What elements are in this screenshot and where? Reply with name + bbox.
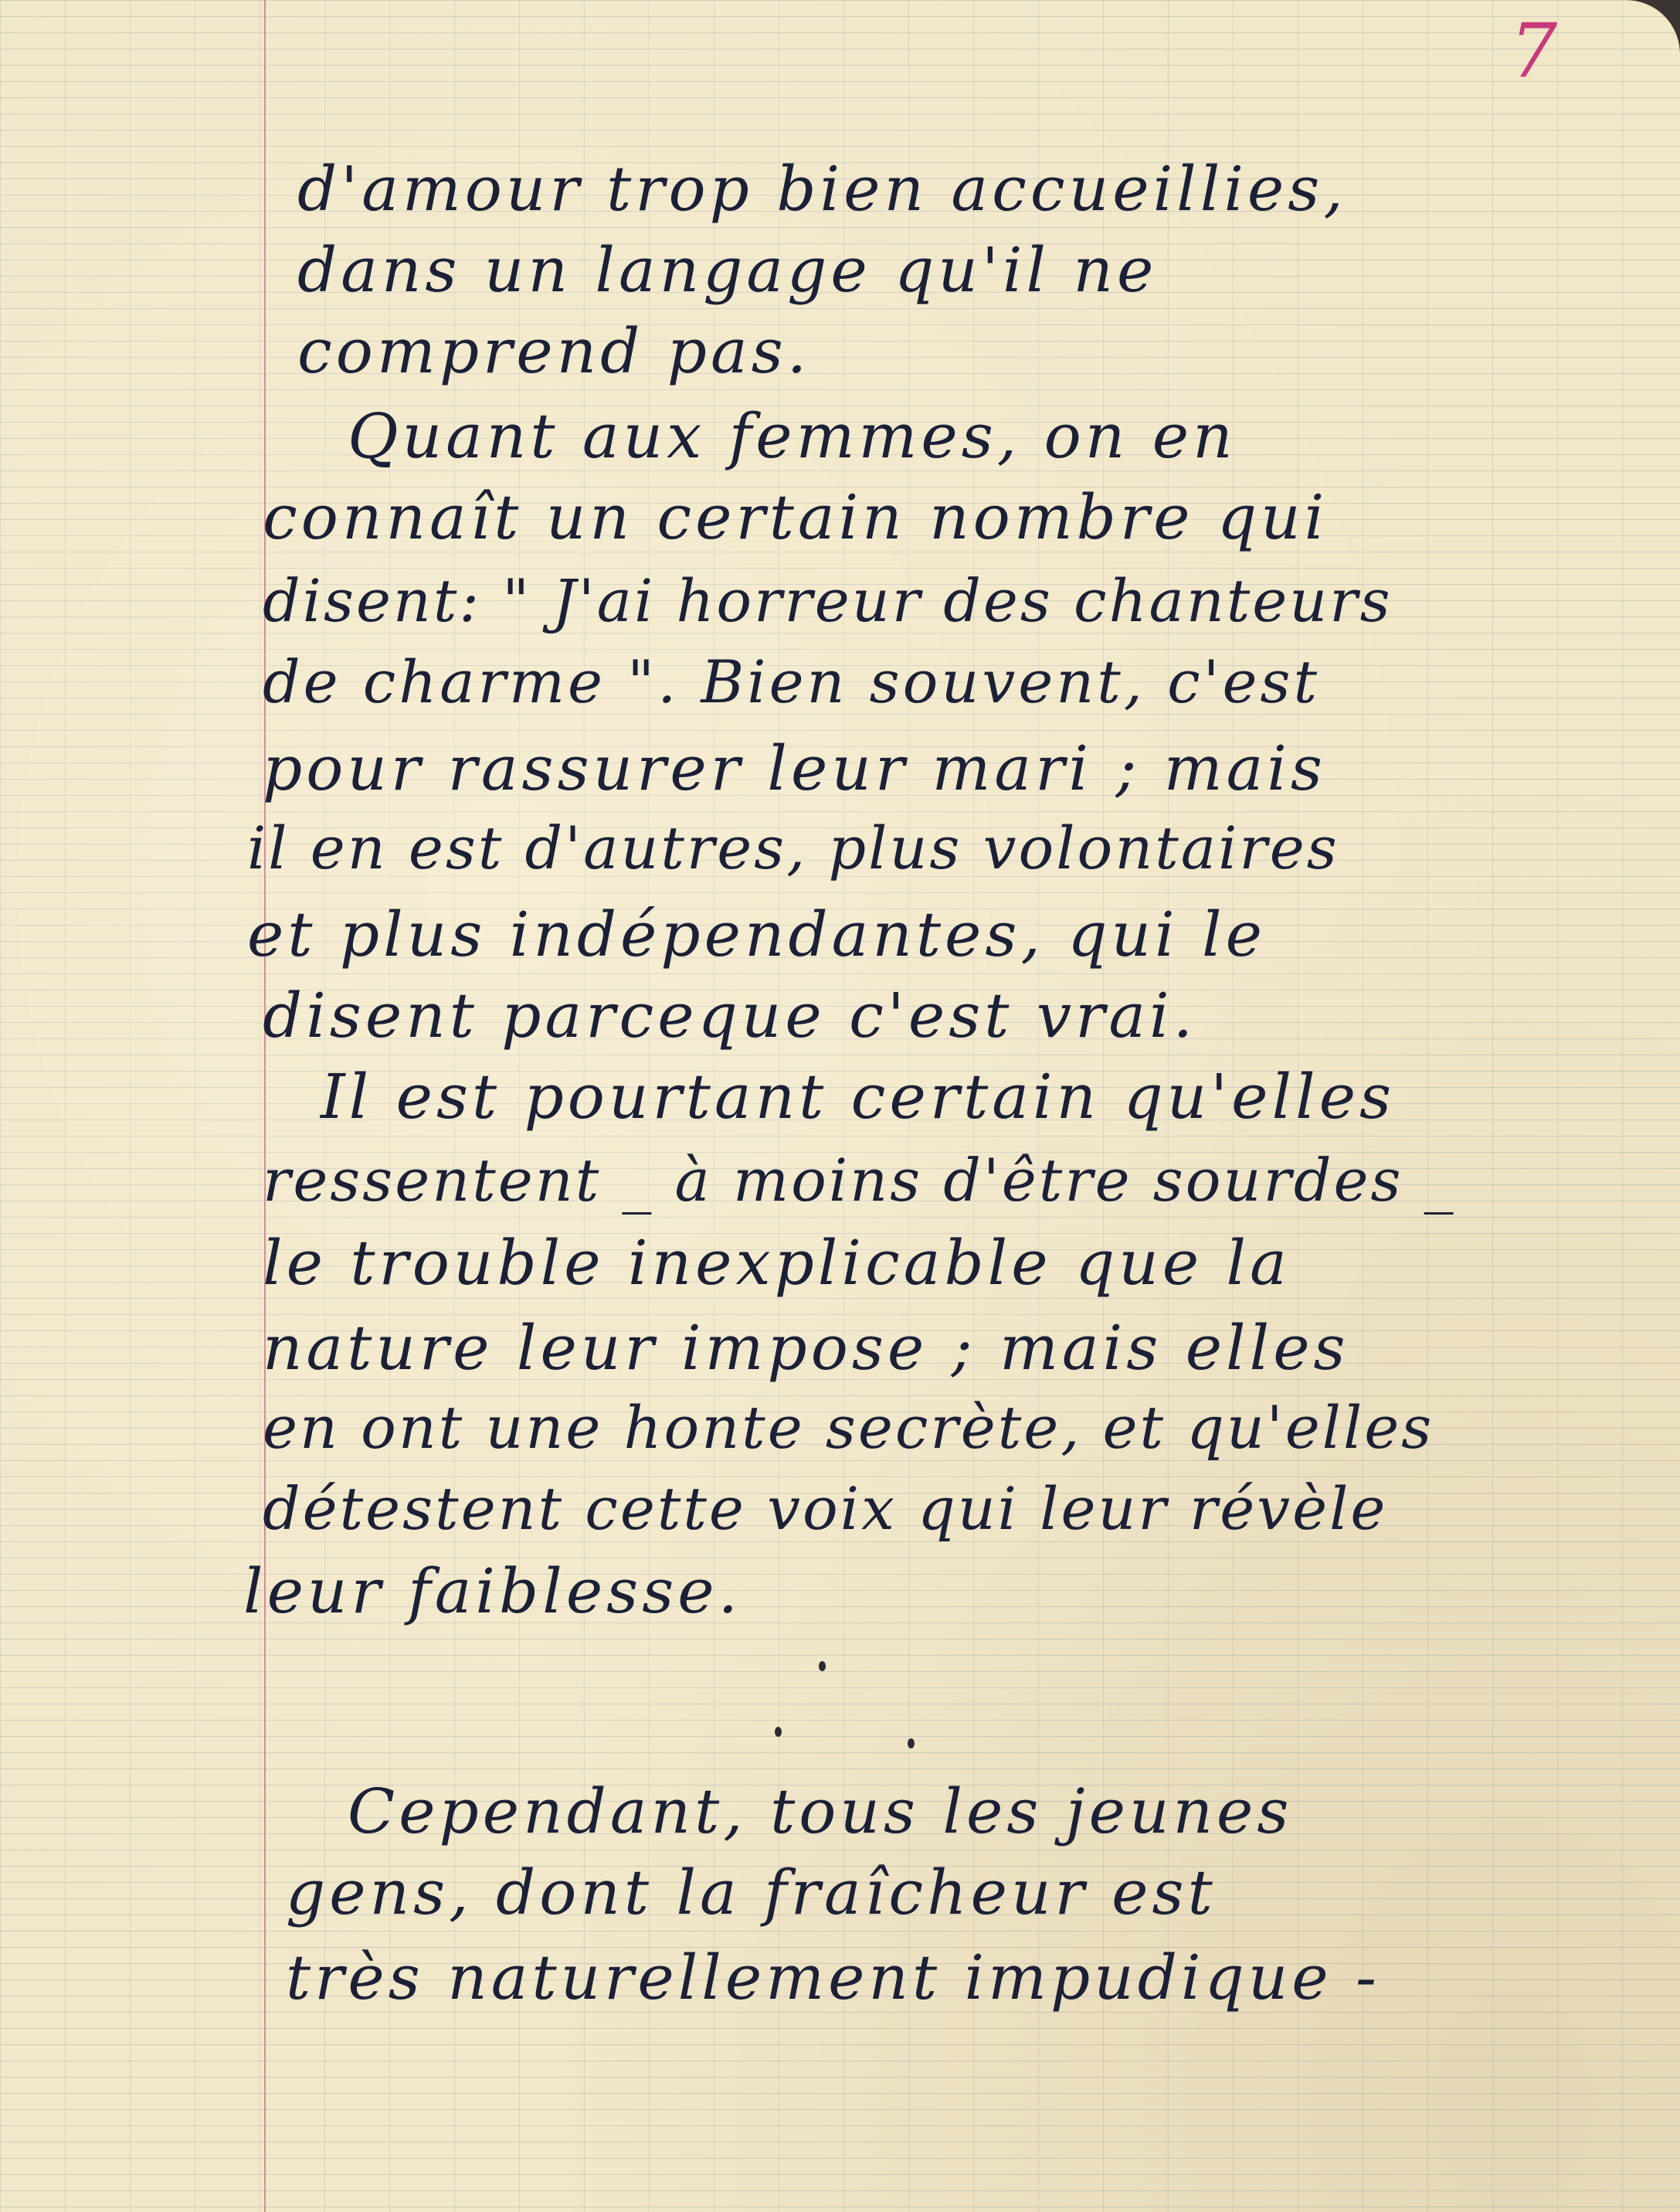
text-line: gens, dont la fraîcheur est [286,1857,1217,1928]
text-line: Il est pourtant certain qu'elles [321,1061,1396,1133]
text-line: le trouble inexplicable que la [263,1227,1291,1299]
margin-rule [264,0,266,2212]
text-line: comprend pas. [297,315,811,387]
section-dot [819,1661,826,1671]
text-line: disent parceque c'est vrai. [263,980,1197,1052]
text-line: il en est d'autres, plus volontaires [247,814,1339,882]
text-line: en ont une honte secrète, et qu'elles [263,1393,1434,1462]
text-line: dans un langage qu'il ne [297,234,1158,306]
text-line: détestent cette voix qui leur révèle [263,1474,1388,1543]
text-line: très naturellement impudique - [286,1942,1381,2013]
section-dot [775,1727,782,1737]
text-line: d'amour trop bien accueillies, [297,153,1347,225]
text-line: et plus indépendantes, qui le [247,899,1266,970]
text-line: Cependant, tous les jeunes [348,1775,1293,1847]
text-line: disent: " J'ai horreur des chanteurs [263,566,1393,635]
text-line: nature leur impose ; mais elles [263,1312,1349,1384]
text-line: Quant aux femmes, on en [348,400,1237,472]
text-line: leur faiblesse. [243,1555,742,1627]
text-line: ressentent _ à moins d'être sourdes _ [263,1146,1456,1215]
text-line: de charme ". Bien souvent, c'est [263,647,1321,716]
text-line: connaît un certain nombre qui [263,481,1329,553]
section-dot [908,1738,915,1748]
page-number: 7 [1510,8,1558,94]
text-line: pour rassurer leur mari ; mais [263,732,1326,804]
